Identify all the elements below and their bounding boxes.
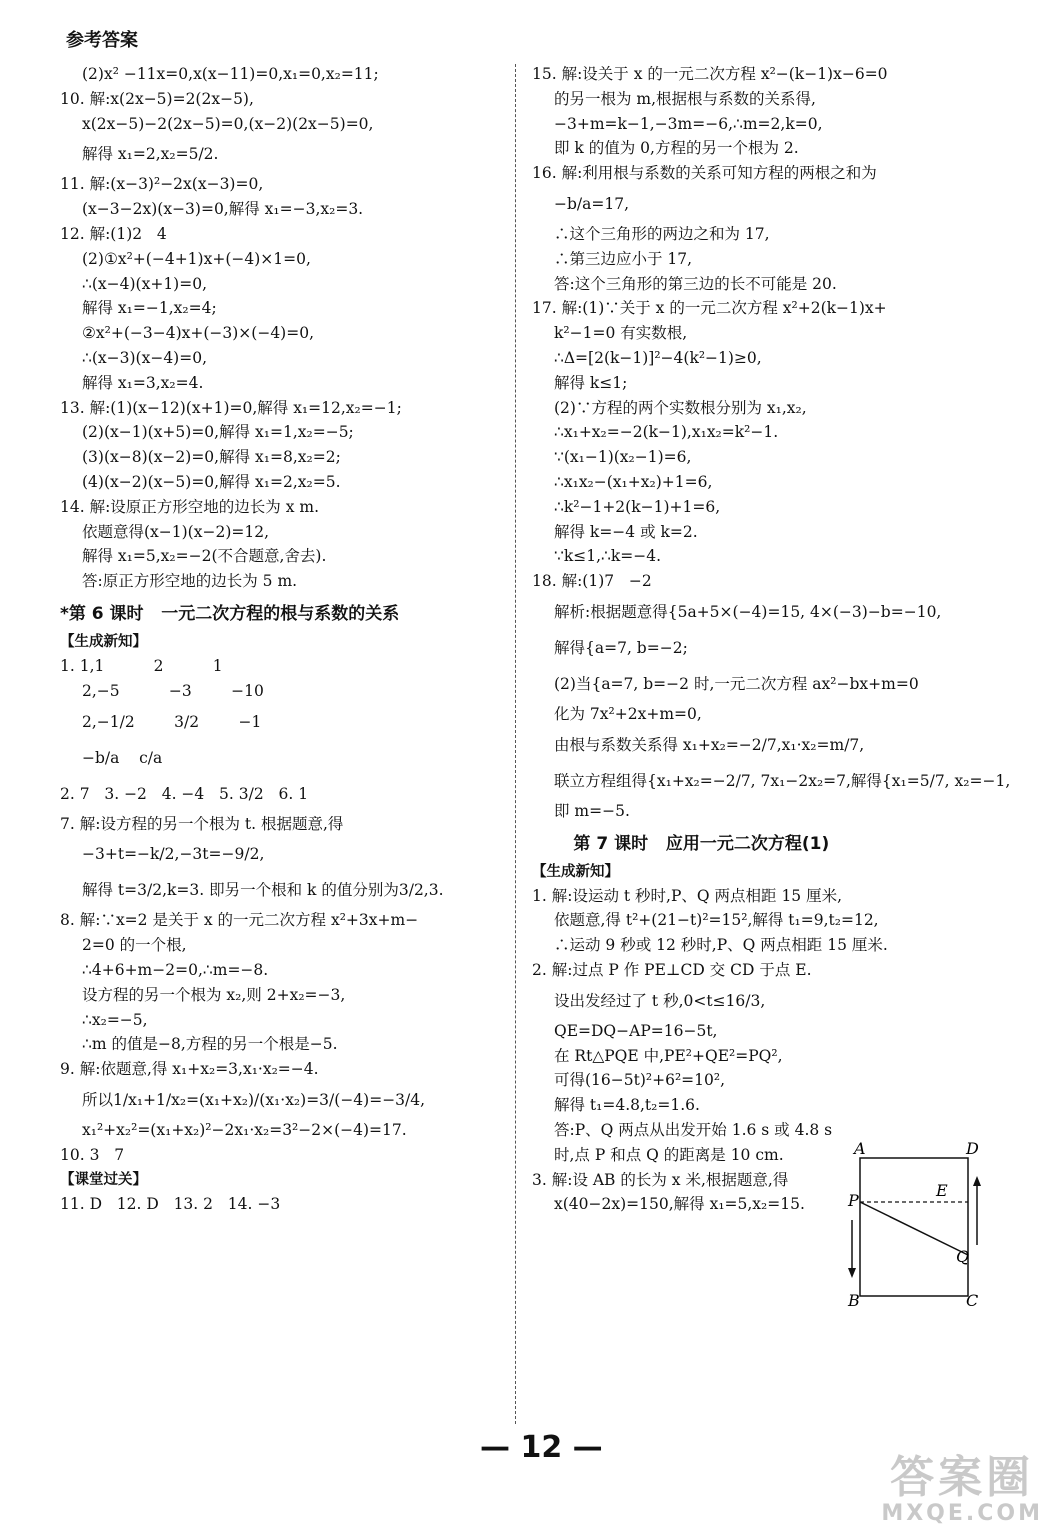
column-divider [515, 64, 516, 1424]
answer-line: 依题意得(x−1)(x−2)=12, [82, 522, 270, 541]
answer-line: 12. 解:(1)2 4 [60, 224, 167, 243]
answer-line: 17. 解:(1)∵关于 x 的一元二次方程 x²+2(k−1)x+ [532, 299, 887, 318]
answer-line: (3)(x−8)(x−2)=0,解得 x₁=8,x₂=2; [82, 448, 341, 467]
subsection-title: 【生成新知】 [60, 633, 147, 650]
answer-line: 解得 x₁=5,x₂=−2(不合题意,舍去). [82, 547, 327, 566]
answer-line: 所以1/x₁+1/x₂=(x₁+x₂)/(x₁·x₂)=3/(−4)=−3/4, [82, 1090, 426, 1109]
answer-line: 化为 7x²+2x+m=0, [554, 704, 702, 723]
answer-line: 依题意,得 t²+(21−t)²=15²,解得 t₁=9,t₂=12, [554, 911, 879, 930]
answer-line: 11. D 12. D 13. 2 14. −3 [60, 1194, 281, 1213]
subsection-title: 【课堂过关】 [60, 1171, 147, 1188]
answer-line: 解得{a=7, b=−2; [554, 638, 688, 657]
label-e: E [936, 1181, 948, 1200]
answer-line: 解得 k=−4 或 k=2. [554, 522, 698, 541]
answer-line: ∴Δ=[2(k−1)]²−4(k²−1)≥0, [554, 348, 762, 367]
page-number: — 12 — [480, 1430, 603, 1465]
arrow-up-head [973, 1176, 981, 1186]
answer-line: −3+t=−k/2,−3t=−9/2, [82, 845, 265, 864]
answer-line: 2=0 的一个根, [82, 936, 187, 955]
answer-line: ∴x₂=−5, [82, 1010, 148, 1029]
answer-line: 联立方程组得{x₁+x₂=−2/7, 7x₁−2x₂=7,解得{x₁=5/7, x₂=−1, [554, 771, 1011, 790]
answer-line: (2)①x²+(−4+1)x+(−4)×1=0, [82, 249, 311, 268]
answer-line: 解得 t=3/2,k=3. 即另一个根和 k 的值分别为3/2,3. [82, 881, 444, 900]
answer-line: 10. 解:x(2x−5)=2(2x−5), [60, 89, 254, 108]
answer-line: ∴(x−3)(x−4)=0, [82, 348, 208, 367]
answer-line: 2,−1/2 3/2 −1 [82, 712, 262, 731]
answer-line: 10. 3 7 [60, 1145, 125, 1164]
answer-line: 即 k 的值为 0,方程的另一个根为 2. [554, 139, 799, 158]
answer-line: 14. 解:设原正方形空地的边长为 x m. [60, 497, 320, 516]
answer-line: 的另一根为 m,根据根与系数的关系得, [554, 89, 816, 108]
answer-line: 解得 x₁=3,x₂=4. [82, 373, 204, 392]
answer-line: 即 m=−5. [554, 801, 630, 820]
answer-line: 7. 解:设方程的另一个根为 t. 根据题意,得 [60, 814, 344, 833]
answer-line: 2,−5 −3 −10 [82, 681, 264, 700]
answer-line: 18. 解:(1)7 −2 [532, 572, 652, 591]
answer-line: 解得 t₁=4.8,t₂=1.6. [554, 1096, 700, 1115]
label-a: A [854, 1140, 866, 1158]
section-title: 第 7 课时 应用一元二次方程(1) [532, 833, 830, 854]
answer-line: (4)(x−2)(x−5)=0,解得 x₁=2,x₂=5. [82, 472, 341, 491]
answer-line: ∴运动 9 秒或 12 秒时,P、Q 两点相距 15 厘米. [554, 936, 888, 955]
answer-line: 解得 x₁=2,x₂=5/2. [82, 145, 219, 164]
answer-line: −b/a c/a [82, 748, 163, 767]
right-column [532, 62, 1011, 1217]
answer-line: 设出发经过了 t 秒,0<t≤16/3, [554, 991, 766, 1010]
answer-line: 8. 解:∵x=2 是关于 x 的一元二次方程 x²+3x+m− [60, 911, 419, 930]
geometry-figure [840, 1140, 1000, 1310]
answer-line: ∵(x₁−1)(x₂−1)=6, [554, 448, 692, 467]
watermark [881, 1452, 1043, 1526]
answer-line: 2. 7 3. −2 4. −4 5. 3/2 6. 1 [60, 784, 309, 803]
label-b: B [848, 1291, 860, 1310]
answer-line: 解析:根据题意得{5a+5×(−4)=15, 4×(−3)−b=−10, [554, 602, 942, 621]
answer-line: x₁²+x₂²=(x₁+x₂)²−2x₁·x₂=3²−2×(−4)=17. [82, 1120, 407, 1139]
answer-line: ∴x₁+x₂=−2(k−1),x₁x₂=k²−1. [554, 423, 779, 442]
answer-line: 答:这个三角形的第三边的长不可能是 20. [554, 274, 837, 293]
answer-line: 可得(16−5t)²+6²=10², [554, 1071, 726, 1090]
answer-line: k²−1=0 有实数根, [554, 324, 688, 343]
answer-line: (2)当{a=7, b=−2 时,一元二次方程 ax²−bx+m=0 [554, 674, 919, 693]
page-header: 参考答案 [66, 30, 138, 51]
answer-line: ∴(x−4)(x+1)=0, [82, 274, 208, 293]
answer-line: 15. 解:设关于 x 的一元二次方程 x²−(k−1)x−6=0 [532, 65, 888, 83]
watermark-title: 答案圈 [890, 1452, 1035, 1503]
answer-line: 1. 解:设运动 t 秒时,P、Q 两点相距 15 厘米, [532, 886, 843, 905]
answer-line: QE=DQ−AP=16−5t, [554, 1021, 718, 1040]
arrow-down-head [848, 1268, 856, 1278]
answer-line: 时,点 P 和点 Q 的距离是 10 cm. [554, 1145, 784, 1164]
label-p: P [848, 1191, 859, 1210]
answer-line: 1. 1,1 2 1 [60, 656, 223, 675]
answer-line: 9. 解:依题意,得 x₁+x₂=3,x₁·x₂=−4. [60, 1060, 319, 1079]
answer-line: 解得 k≤1; [554, 373, 628, 392]
section-title: *第 6 课时 一元二次方程的根与系数的关系 [60, 603, 400, 624]
answer-line: (x−3−2x)(x−3)=0,解得 x₁=−3,x₂=3. [82, 200, 364, 219]
answer-line: ∴第三边应小于 17, [554, 249, 693, 268]
answer-line: ②x²+(−3−4)x+(−3)×(−4)=0, [82, 324, 315, 343]
label-c: C [966, 1291, 979, 1310]
figure-rectangle [860, 1158, 968, 1296]
answer-line: (2)∵方程的两个实数根分别为 x₁,x₂, [554, 398, 807, 417]
watermark-url: MXQE.COM [881, 1501, 1043, 1526]
answer-line: x(2x−5)−2(2x−5)=0,(x−2)(2x−5)=0, [82, 114, 374, 133]
answer-line: −b/a=17, [554, 194, 630, 213]
answer-line: ∴k²−1+2(k−1)+1=6, [554, 497, 721, 516]
answer-line: ∴4+6+m−2=0,∴m=−8. [82, 960, 269, 979]
answer-line: (2)x² −11x=0,x(x−11)=0,x₁=0,x₂=11; [82, 65, 379, 83]
left-column [60, 62, 502, 1216]
segment-pq [860, 1202, 968, 1255]
label-d: D [966, 1140, 979, 1158]
answer-line: 3. 解:设 AB 的长为 x 米,根据题意,得 [532, 1170, 789, 1189]
answer-line: 由根与系数关系得 x₁+x₂=−2/7,x₁·x₂=m/7, [554, 735, 865, 754]
answer-line: 在 Rt△PQE 中,PE²+QE²=PQ², [554, 1046, 783, 1065]
label-q: Q [956, 1247, 970, 1266]
answer-line: −3+m=k−1,−3m=−6,∴m=2,k=0, [554, 114, 823, 133]
answer-line: ∵k≤1,∴k=−4. [554, 547, 662, 566]
answer-line: ∴m 的值是−8,方程的另一个根是−5. [82, 1035, 338, 1054]
answer-line: (2)(x−1)(x+5)=0,解得 x₁=1,x₂=−5; [82, 423, 354, 442]
answer-line: 16. 解:利用根与系数的关系可知方程的两根之和为 [532, 164, 877, 183]
answer-line: ∴这个三角形的两边之和为 17, [554, 224, 770, 243]
answer-line: x(40−2x)=150,解得 x₁=5,x₂=15. [554, 1195, 805, 1214]
answer-line: 13. 解:(1)(x−12)(x+1)=0,解得 x₁=12,x₂=−1; [60, 398, 402, 417]
subsection-title: 【生成新知】 [532, 863, 619, 880]
answer-line: 解得 x₁=−1,x₂=4; [82, 299, 217, 318]
answer-line: 2. 解:过点 P 作 PE⊥CD 交 CD 于点 E. [532, 960, 812, 979]
answer-line: ∴x₁x₂−(x₁+x₂)+1=6, [554, 472, 713, 491]
answer-line: 11. 解:(x−3)²−2x(x−3)=0, [60, 175, 264, 194]
answer-line: 答:原正方形空地的边长为 5 m. [82, 572, 298, 591]
answer-line: 设方程的另一个根为 x₂,则 2+x₂=−3, [82, 985, 346, 1004]
answer-line: 答:P、Q 两点从出发开始 1.6 s 或 4.8 s [554, 1120, 833, 1139]
